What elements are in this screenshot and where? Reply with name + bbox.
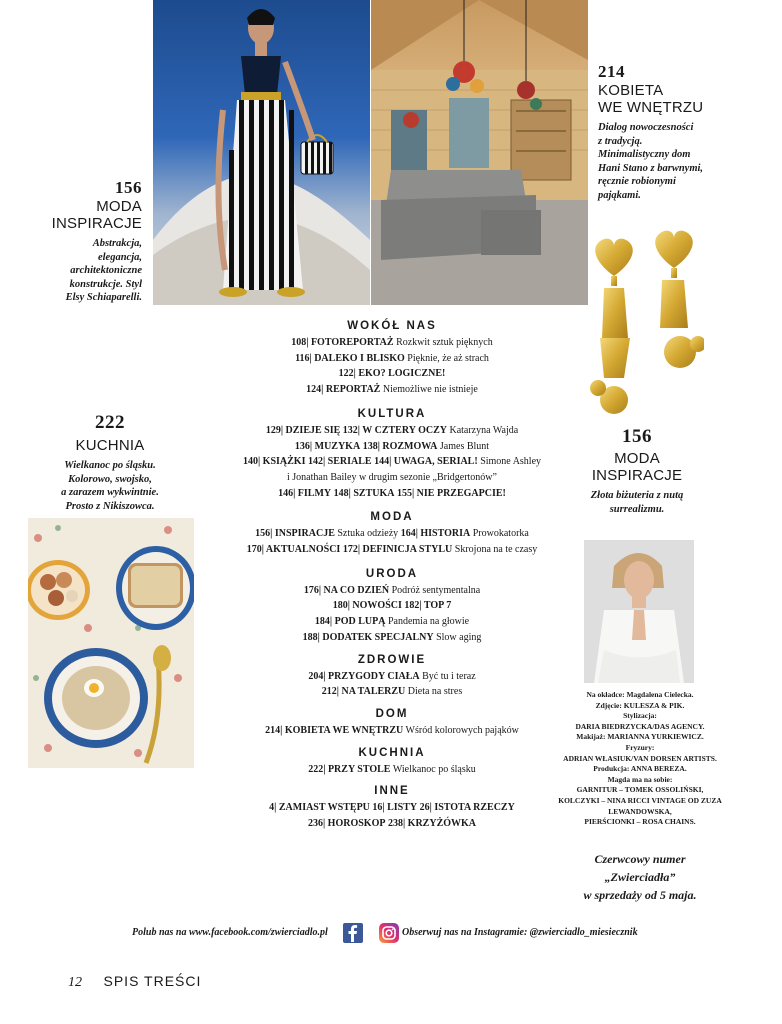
toc-entry-title: Rozkwit sztuk pięknych bbox=[396, 337, 493, 348]
toc-entry[interactable] bbox=[278, 488, 331, 499]
toc-line bbox=[212, 816, 572, 832]
toc-entry[interactable] bbox=[291, 337, 492, 348]
cover-photo-illustration bbox=[584, 540, 694, 683]
toc-entry-label: 182| TOP 7 bbox=[404, 600, 452, 612]
earrings-illustration bbox=[584, 228, 704, 423]
toc-entry-label: 155| NIE PRZEGAPCIE! bbox=[396, 487, 506, 499]
toc-entry[interactable] bbox=[255, 528, 398, 539]
toc-entry[interactable] bbox=[308, 818, 386, 829]
feature-fashion-section-2: INSPIRACJE bbox=[51, 215, 142, 232]
feature-jewelry-section-1: MODA bbox=[614, 450, 660, 467]
fashion-photo bbox=[153, 0, 370, 305]
toc-entry-label: 4| ZAMIAST WSTĘPU bbox=[269, 802, 370, 814]
feature-interior-section-2: WE WNĘTRZU bbox=[598, 99, 704, 116]
desc-line: Minimalistyczny dom bbox=[598, 149, 691, 160]
toc-entry[interactable] bbox=[247, 544, 341, 555]
toc-entry[interactable] bbox=[243, 456, 306, 467]
toc-section-heading: ZDROWIE bbox=[357, 653, 427, 666]
toc-entry-title: Skrojona na te czasy bbox=[454, 544, 538, 556]
toc-entry-title: Katarzyna Wajda bbox=[449, 424, 519, 436]
toc-line bbox=[212, 630, 572, 646]
toc-entry-title: i Jonathan Bailey w drugim sezonie „Bridgertonów” bbox=[287, 471, 497, 483]
toc-entry-label: 142| SERIALE bbox=[307, 456, 372, 468]
feature-interior-section-1: KOBIETA bbox=[598, 82, 664, 99]
desc-line: Kolorowo, swojsko, bbox=[68, 473, 152, 485]
toc-entry[interactable] bbox=[343, 544, 537, 555]
next-issue-promo bbox=[560, 850, 720, 904]
toc-line bbox=[212, 486, 572, 502]
toc-entry-title: Slow aging bbox=[436, 631, 482, 643]
desc-line: Złota biżuteria z nutą bbox=[590, 490, 684, 501]
desc-line: architektoniczne bbox=[70, 265, 142, 276]
toc-entry-title: Dieta na stres bbox=[407, 686, 463, 698]
credit-line: Magda ma na sobie: bbox=[607, 774, 673, 784]
toc-entry-label: 146| FILMY bbox=[278, 487, 332, 499]
instagram-text[interactable]: Obserwuj nas na Instagramie: @zwierciadlo_miesiecznik bbox=[402, 927, 638, 938]
toc-entry[interactable] bbox=[343, 425, 518, 436]
toc-line bbox=[212, 614, 572, 630]
earrings-photo bbox=[584, 228, 704, 423]
toc-entry-title: Pięknie, że aż strach bbox=[407, 352, 489, 364]
toc-line bbox=[212, 366, 572, 382]
toc-section-heading: KUCHNIA bbox=[358, 746, 426, 759]
interior-photo bbox=[371, 0, 588, 305]
toc-entry-label: 116| DALEKO I BLISKO bbox=[295, 352, 405, 364]
toc-entry[interactable] bbox=[265, 725, 519, 736]
desc-line: z tradycją. bbox=[598, 135, 643, 147]
toc-section-heading: URODA bbox=[365, 567, 419, 580]
toc-entry-label: 172| DEFINICJA STYLU bbox=[342, 544, 453, 556]
credit-line: Produkcja: ANNA BEREZA. bbox=[593, 764, 687, 774]
toc-line bbox=[212, 762, 572, 778]
toc-entry-label: 122| EKO? LOGICZNE! bbox=[338, 368, 446, 380]
desc-line: pająkami. bbox=[598, 189, 641, 201]
page-footer bbox=[68, 973, 201, 991]
toc-entry-label: 236| HOROSKOP bbox=[307, 818, 386, 830]
toc-entry-title: Wśród kolorowych pająków bbox=[405, 724, 519, 736]
feature-fashion-section-1: MODA bbox=[96, 198, 142, 215]
toc-line bbox=[212, 351, 572, 367]
instagram-icon[interactable] bbox=[379, 923, 399, 943]
feature-jewelry-section-2: INSPIRACJE bbox=[591, 467, 683, 484]
toc-entry-label: 148| SZTUKA bbox=[333, 487, 395, 499]
promo-line: w sprzedaży od 5 maja. bbox=[583, 888, 697, 902]
feature-jewelry-page: 156 bbox=[622, 426, 652, 447]
toc-entry[interactable] bbox=[269, 802, 370, 813]
feature-kitchen-description bbox=[40, 459, 180, 513]
toc-entry-label: 188| DODATEK SPECJALNY bbox=[302, 631, 434, 643]
cover-photo bbox=[584, 540, 694, 683]
toc-entry-label: 164| HISTORIA bbox=[400, 528, 471, 540]
feature-interior bbox=[598, 62, 728, 202]
cover-credits bbox=[555, 690, 725, 828]
toc-entry[interactable] bbox=[374, 456, 541, 467]
toc-entry-label: 124| REPORTAŻ bbox=[306, 384, 381, 396]
toc-entry[interactable] bbox=[303, 632, 482, 643]
toc-entry[interactable] bbox=[295, 353, 489, 364]
toc-entry-label: 136| MUZYKA bbox=[294, 440, 361, 452]
toc-section-heading: INNE bbox=[374, 785, 410, 798]
toc-entry[interactable] bbox=[287, 472, 497, 483]
toc-entry-label: 26| ISTOTA RZECZY bbox=[419, 802, 515, 814]
toc-entry[interactable] bbox=[420, 802, 515, 813]
desc-line: elegancja, bbox=[97, 251, 142, 263]
feature-kitchen bbox=[40, 412, 180, 513]
toc-line bbox=[212, 439, 572, 455]
toc-entry-title: Sztuka odzieży bbox=[337, 528, 399, 540]
fashion-photo-illustration bbox=[153, 0, 370, 305]
toc-entry-label: 129| DZIEJE SIĘ bbox=[265, 424, 341, 436]
toc-entry[interactable] bbox=[308, 671, 475, 682]
toc-entry-label: 108| FOTOREPORTAŻ bbox=[291, 337, 394, 348]
toc-entry[interactable] bbox=[333, 600, 402, 611]
toc-entry-label: 180| NOWOŚCI bbox=[332, 600, 402, 612]
toc-entry[interactable] bbox=[363, 441, 489, 452]
desc-line: Dialog nowoczesności bbox=[598, 122, 694, 133]
interior-photo-illustration bbox=[371, 0, 588, 305]
toc-entry[interactable] bbox=[308, 456, 372, 467]
credit-line: Na okładce: Magdalena Cielecka. bbox=[586, 690, 694, 699]
toc-line bbox=[212, 598, 572, 614]
toc-line bbox=[212, 454, 572, 470]
toc-entry-label: 222| PRZY STOLE bbox=[308, 763, 391, 775]
credit-line: PIERŚCIONKI – ROSA CHAINS. bbox=[584, 817, 696, 827]
toc-entry-title: Wielkanoc po śląsku bbox=[392, 763, 476, 775]
credit-line: Zdjęcie: KULESZA & PIK. bbox=[595, 700, 685, 710]
toc-section-heading: DOM bbox=[375, 707, 409, 720]
feature-jewelry bbox=[572, 426, 702, 516]
toc-entry-label: 204| PRZYGODY CIAŁA bbox=[308, 670, 420, 682]
toc-entry[interactable] bbox=[388, 818, 476, 829]
toc-entry-label: 184| POD LUPĄ bbox=[314, 616, 386, 628]
toc-entry[interactable] bbox=[322, 686, 462, 697]
credit-line: ADRIAN WŁASIUK/VAN DORSEN ARTISTS. bbox=[563, 753, 717, 763]
feature-jewelry-description bbox=[572, 489, 702, 516]
toc-entry[interactable] bbox=[315, 616, 469, 627]
credit-line: GARNITUR – TOMEK OSSOLIŃSKI, bbox=[576, 785, 704, 795]
toc-entry[interactable] bbox=[308, 764, 475, 775]
page-number: 12 bbox=[68, 975, 82, 990]
page-section-title: SPIS TREŚCI bbox=[103, 973, 202, 989]
toc-section-heading: KULTURA bbox=[357, 407, 427, 420]
credit-line: Makijaż: MARIANNA YURKIEWICZ. bbox=[576, 732, 704, 742]
toc-entry[interactable] bbox=[266, 425, 340, 436]
desc-line: konstrukcje. Styl bbox=[69, 278, 142, 290]
social-bar bbox=[0, 922, 782, 948]
toc-entry[interactable] bbox=[397, 488, 506, 499]
facebook-text[interactable]: Polub nas na www.facebook.com/zwierciadlo.pl bbox=[132, 927, 328, 938]
toc-entry-label: 156| INSPIRACJE bbox=[255, 528, 335, 540]
toc-entry-label: 170| AKTUALNOŚCI bbox=[246, 544, 341, 556]
desc-line: surrealizmu. bbox=[609, 503, 665, 515]
toc-entry[interactable] bbox=[295, 441, 360, 452]
toc-entry-label: 144| UWAGA, SERIAL! bbox=[374, 456, 478, 468]
desc-line: Prosto z Nikiszowca. bbox=[65, 500, 155, 512]
desc-line: Wielkanoc po śląsku. bbox=[64, 460, 156, 471]
feature-interior-page: 214 bbox=[598, 62, 625, 81]
toc-line bbox=[212, 526, 572, 542]
toc-line bbox=[212, 800, 572, 816]
toc-line bbox=[212, 583, 572, 599]
toc-section-heading: WOKÓŁ NAS bbox=[347, 320, 437, 332]
toc-entry[interactable] bbox=[304, 585, 480, 596]
toc-line bbox=[212, 684, 572, 700]
food-photo bbox=[28, 518, 194, 768]
toc-entry-label: 138| ROZMOWA bbox=[362, 440, 438, 452]
toc-line bbox=[212, 470, 572, 486]
toc-entry-label: 140| KSIĄŻKI bbox=[242, 456, 306, 468]
credit-line: LEWANDOWSKA, bbox=[608, 806, 672, 816]
desc-line: Abstrakcja, bbox=[92, 238, 142, 249]
toc-entry-label: 16| LISTY bbox=[372, 802, 418, 814]
toc-line bbox=[212, 723, 572, 739]
desc-line: ręcznie robionymi bbox=[598, 176, 676, 187]
toc-entry[interactable] bbox=[334, 488, 395, 499]
feature-kitchen-page: 222 bbox=[95, 412, 125, 433]
credit-line: Stylizacja: bbox=[623, 711, 657, 721]
promo-line: Czerwcowy numer bbox=[594, 852, 686, 866]
desc-line: Elsy Schiaparelli. bbox=[65, 292, 142, 303]
toc-line bbox=[212, 669, 572, 685]
toc-line bbox=[212, 423, 572, 439]
credit-line: KOLCZYKI – NINA RICCI VINTAGE OD ZUZA bbox=[558, 795, 722, 805]
credit-line: DARIA BIEDRZYCKA/DAS AGENCY. bbox=[575, 721, 705, 731]
feature-fashion-page: 156 bbox=[115, 178, 142, 197]
toc-entry-title: James Blunt bbox=[439, 440, 490, 452]
credit-line: Fryzury: bbox=[625, 742, 655, 752]
promo-line: „Zwierciadła” bbox=[604, 870, 676, 884]
table-of-contents bbox=[212, 318, 572, 832]
feature-fashion-description bbox=[40, 237, 142, 305]
toc-entry[interactable] bbox=[372, 802, 417, 813]
feature-kitchen-section: KUCHNIA bbox=[75, 437, 145, 454]
toc-entry[interactable] bbox=[404, 600, 451, 611]
toc-entry-title: Podróż sentymentalna bbox=[391, 584, 481, 596]
toc-entry[interactable] bbox=[306, 384, 478, 395]
facebook-icon[interactable] bbox=[343, 923, 363, 943]
toc-entry-label: 214| KOBIETA WE WNĘTRZU bbox=[265, 724, 404, 736]
food-photo-illustration bbox=[28, 518, 194, 768]
desc-line: Hani Stano z barwnymi, bbox=[598, 162, 704, 174]
toc-entry[interactable] bbox=[401, 528, 529, 539]
toc-section-heading: MODA bbox=[370, 511, 414, 524]
toc-entry-title: Być tu i teraz bbox=[422, 670, 476, 682]
toc-entry-label: 176| NA CO DZIEŃ bbox=[303, 584, 390, 596]
feature-interior-description bbox=[598, 121, 728, 202]
toc-entry-title: Pandemia na głowie bbox=[387, 616, 470, 628]
toc-entry-title: Simone Ashley bbox=[480, 456, 542, 468]
toc-entry-label: 212| NA TALERZU bbox=[321, 686, 406, 698]
toc-entry-label: 238| KRZYŻÓWKA bbox=[387, 818, 477, 830]
desc-line: a zarazem wykwintnie. bbox=[61, 487, 159, 498]
toc-line bbox=[212, 542, 572, 558]
toc-entry-title: Prowokatorka bbox=[472, 528, 529, 540]
toc-line bbox=[212, 382, 572, 398]
toc-entry-label: 132| W CZTERY OCZY bbox=[342, 424, 447, 436]
toc-entry-title: Niemożliwe nie istnieje bbox=[382, 384, 478, 396]
toc-line bbox=[212, 335, 572, 351]
toc-entry[interactable] bbox=[339, 368, 446, 379]
feature-fashion bbox=[40, 178, 142, 305]
